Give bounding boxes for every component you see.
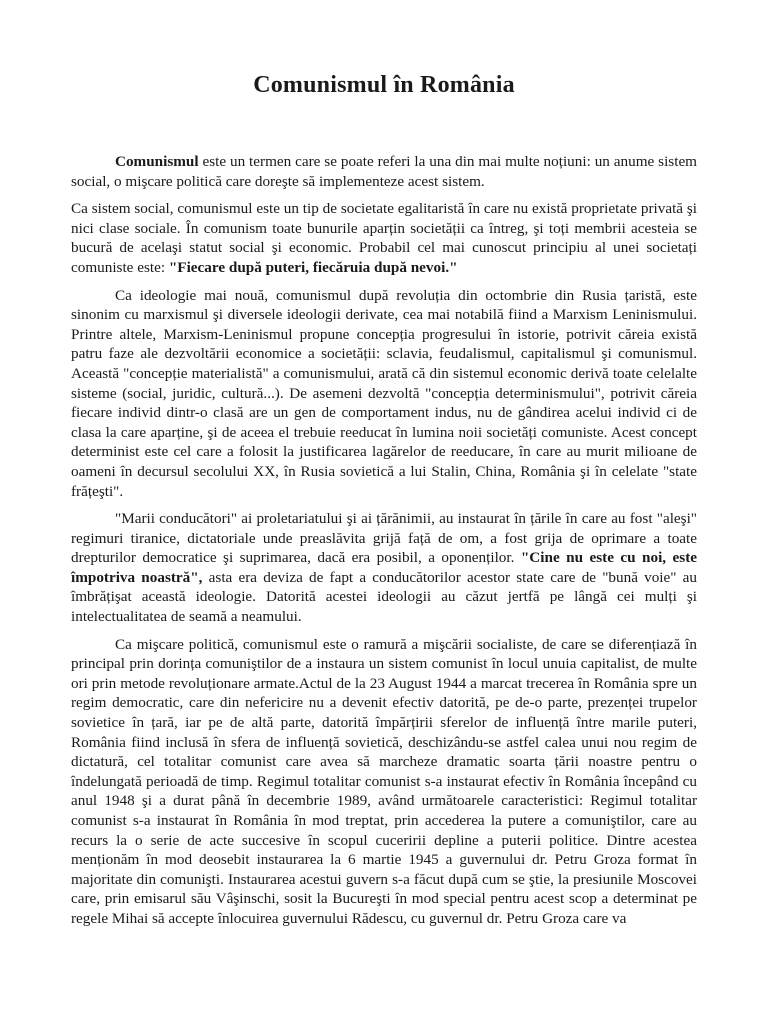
paragraph-4 [71, 509, 697, 627]
paragraph-4-text-before: "Marii conducători" ai proletariatului şi ai țărănimii, au instaurat în țările în care au fost "aleşi" regimuri tiranice, dictatoriale unde preaslăvita grijă față de om, a fost grija de oprimare a toate drepturilor democratice şi suprimarea, dacă era posibil, a oponenților. [71, 510, 697, 567]
paragraph-5 [71, 635, 697, 929]
paragraph-1 [71, 152, 697, 191]
paragraph-1-text: este un termen care se poate referi la una din mai multe noțiuni: un anume sistem social, o mişcare politică care doreşte să implementeze acest sistem. [71, 153, 697, 190]
document-title: Comunismul în România [253, 72, 515, 98]
motto-quote: "Fiecare după puteri, fiecăruia după nevoi." [168, 258, 458, 276]
paragraph-5-text: Ca mişcare politică, comunismul este o ramură a mişcării socialiste, de care se diferențiază în principal prin dorința comuniştilor de a instaura un sistem comunist în locul unuia capitalist, de multe ori prin metode revoluționare armate.Actul de la 23 August 1944 a marcat trecerea în România spre un regim democratic, care din nefericire nu a devenit efectiv datorită, pe de-o parte, prezenței trupelor sovietice în țară, iar pe de altă parte, datorită împărțirii sferelor de influență între marile puteri, România fiind inclusă în sfera de influență sovietică, deschizându-se astfel calea unui nou regim de dictatură, cel totalitar comunist care avea să marcheze dramatic soarta țării noastre pentru o îndelungată perioadă de timp. Regimul totalitar comunist s-a instaurat efectiv în România începând cu anul 1948 şi a durat până în decembrie 1989, având următoarele caracteristici: Regimul totalitar comunist s-a instaurat în România în mod treptat, prin accederea la putere a comuniştilor, care au recurs la o serie de acte succesive în scopul cuceririi depline a puterii politice. Dintre acestea menționăm în mod deosebit instaurarea la 6 martie 1945 a guvernului dr. Petru Groza format în majoritate din comunişti. Instaurarea acestui guvern s-a făcut după cum se ştie, la presiunile Moscovei care, prin emisarul său Vâşinschi, sosit la Bucureşti în mod special pentru acest scop a determinat pe regele Mihai să accepte înlocuirea guvernului Rădescu, cu guvernul dr. Petru Groza care va [71, 635, 697, 927]
slogan-quote: "Cine nu este cu noi, este împotriva noastră", [71, 549, 697, 586]
paragraph-2 [71, 199, 697, 277]
document-body [71, 152, 697, 938]
paragraph-2-text: Ca sistem social, comunismul este un tip de societate egalitaristă în care nu există proprietate privată şi nici clase sociale. În comunism toate bunurile aparțin societății ca întreg, şi toți membrii acesteia se bucură de acelaşi statut social şi economic. Probabil cel mai cunoscut principiu al unei societați comuniste este: [71, 200, 697, 276]
paragraph-4-text-after: asta era deviza de fapt a conducătorilor acestor state care de "bună voie" au îmbrățişat această ideologie. Datorită acestei ideologii au căzut jertfă pe lângă cei mulți şi intelectualitatea de seamă a neamului. [71, 568, 697, 626]
paragraph-3-text: Ca ideologie mai nouă, comunismul după revoluția din octombrie din Rusia țaristă, este sinonim cu marxismul şi diversele ideologii derivate, cea mai notabilă fiind a Marxism Leninismului. Printre altele, Marxism-Leninismul propune concepția progresului în istorie, potrivit căreia există patru faze ale dezvoltării economice a societății: sclavia, feudalismul, capitalismul şi comunismul. Această "concepție materialistă" a comunismului, arată că din sistemul economic derivă toate celelalte sisteme (social, juridic, cultură...). De asemeni dezvoltă "concepția determinismului", potrivit căreia fiecare individ dintr-o clasă are un gen de comportament indus, nu de gândirea acelui individ ci de clasa la care aparține, şi de aceea el trebuie reeducat în lumina noii societăți comuniste. Acest concept determinist este cel care a folosit la justificarea lagărelor de reeducare, în care au murit milioane de oameni în decursul secolului XX, în Rusia sovietică a lui Stalin, China, România şi în celelate "state frățeşti". [71, 286, 697, 500]
lead-term: Comunismul [115, 153, 199, 170]
paragraph-3 [71, 286, 697, 502]
